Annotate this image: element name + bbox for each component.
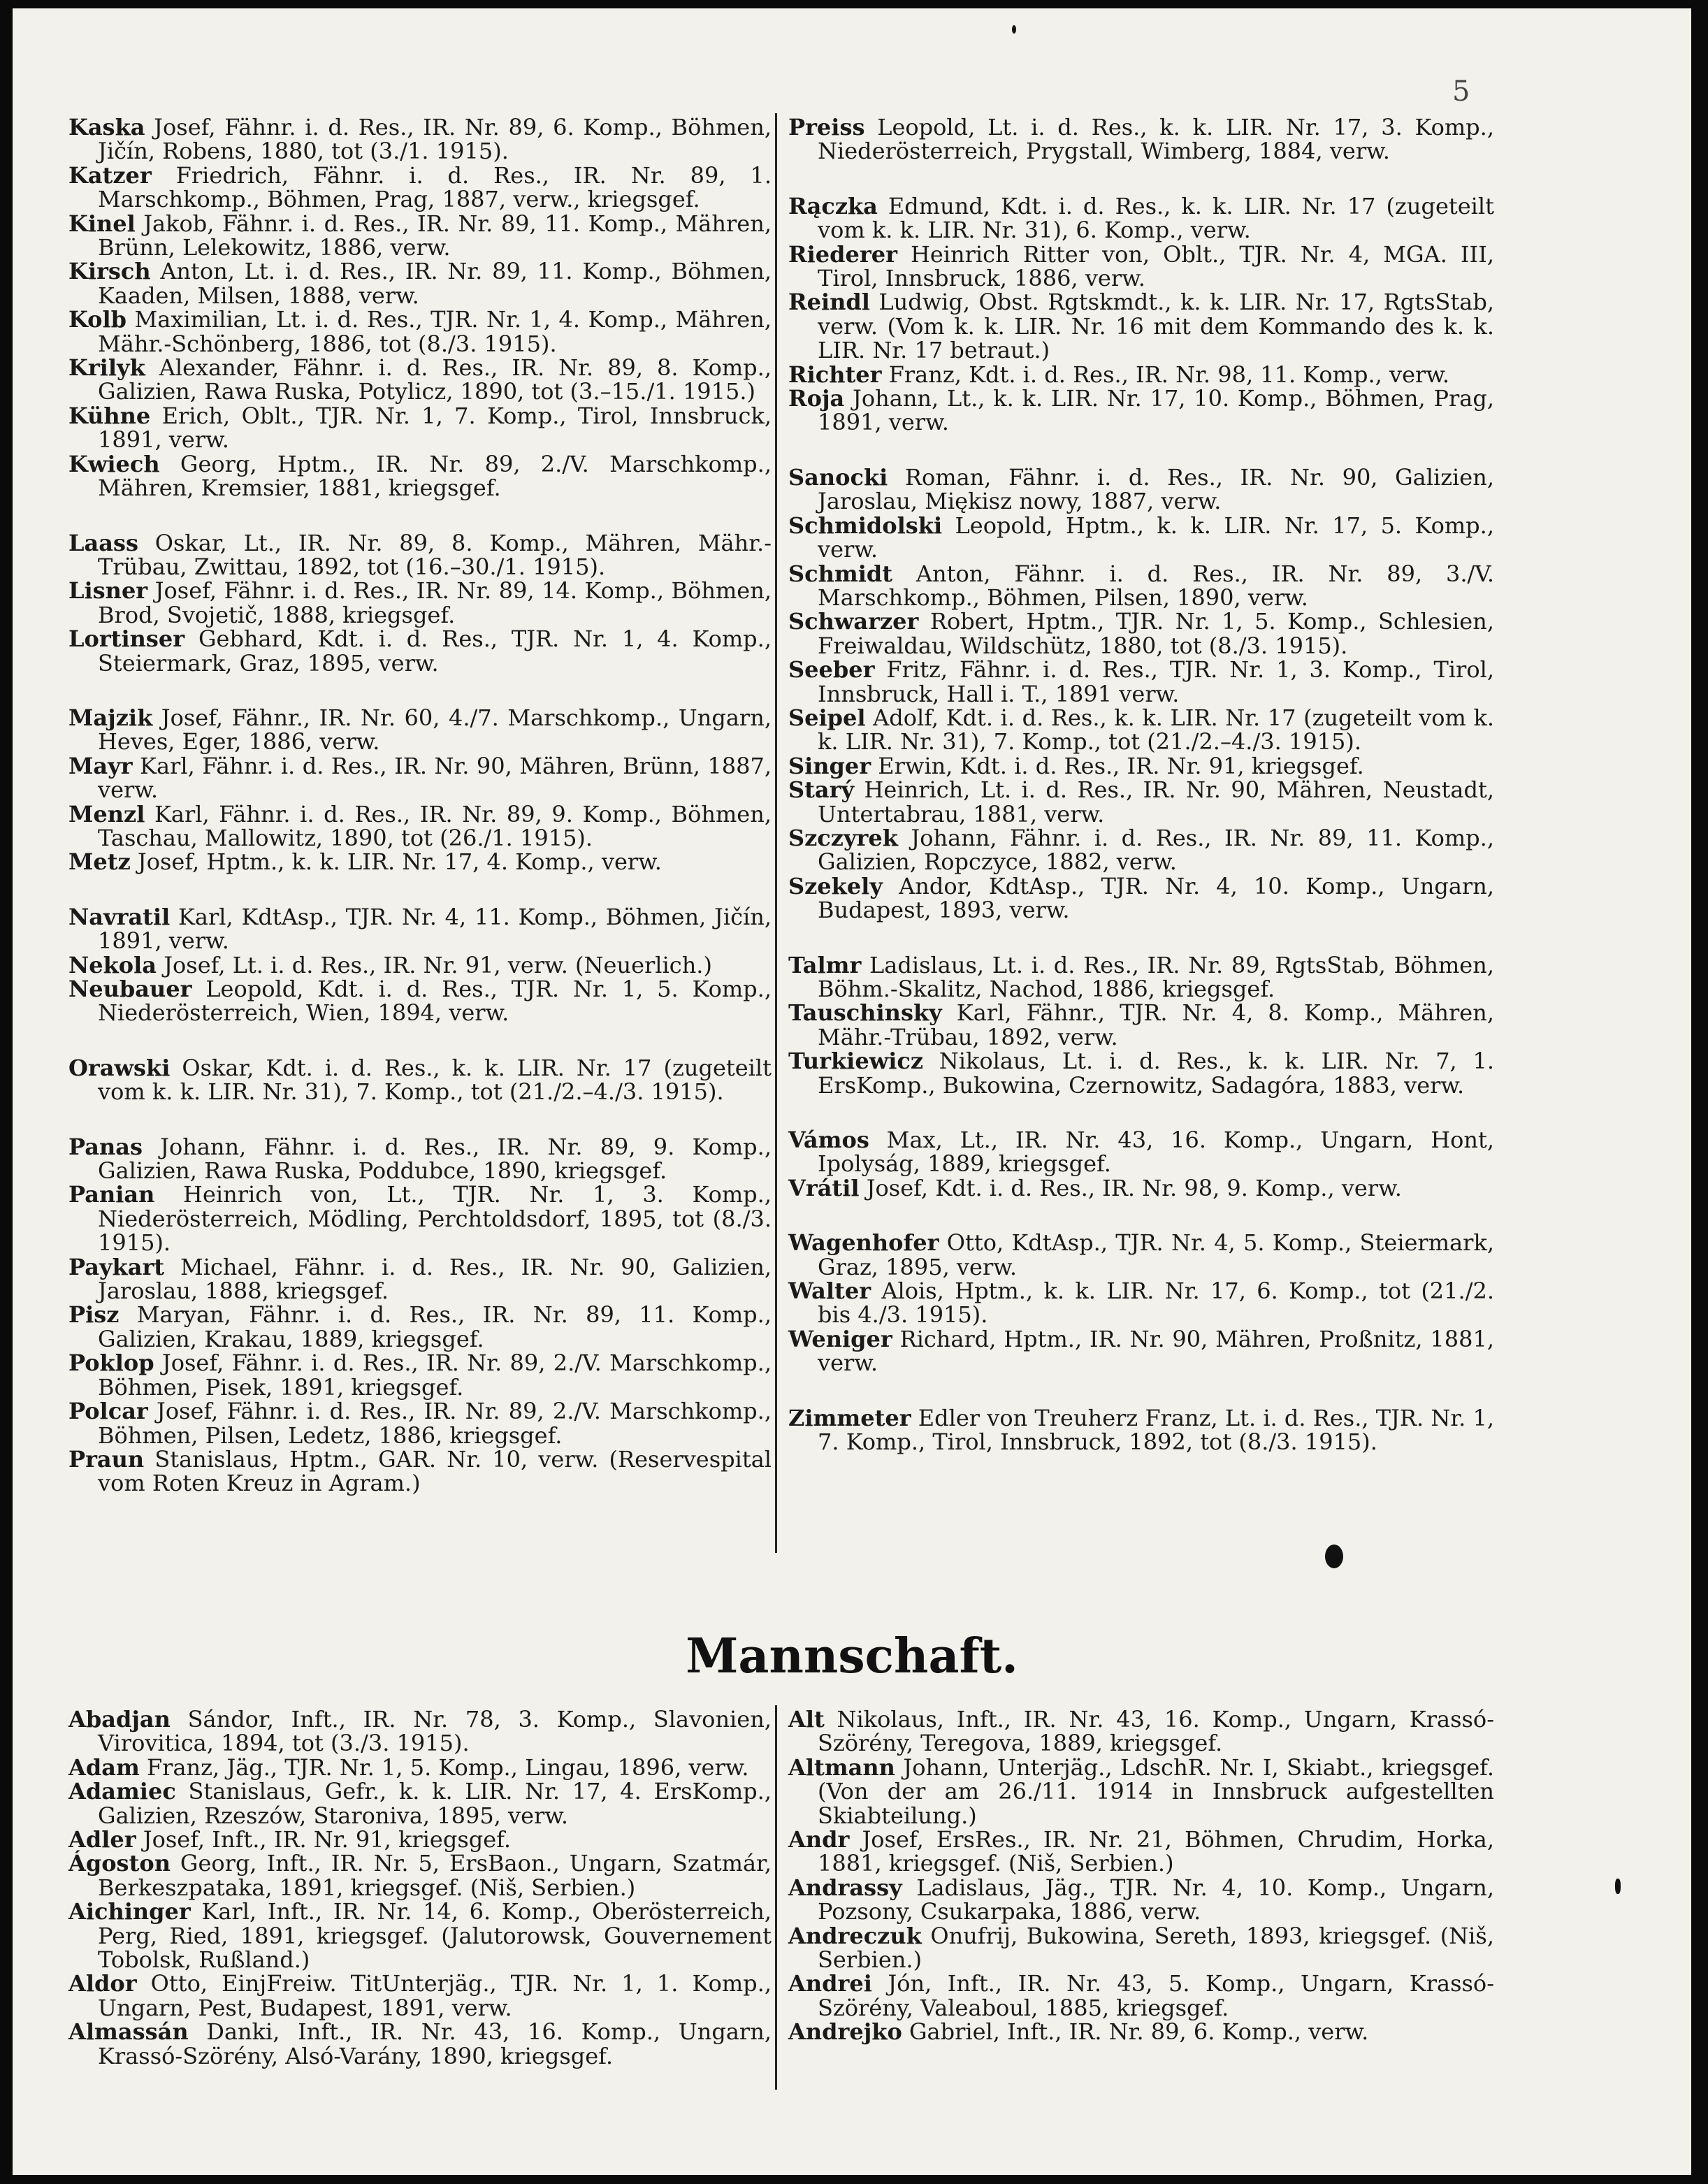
roster-entry: [68, 1779, 772, 1828]
entry-details: Josef, Fähnr. i. d. Res., IR. Nr. 89, 6. Komp., Böhmen, Jičín, Robens, 1880, tot (3./1. 1915).: [98, 114, 772, 165]
entry-details: Josef, Fähnr., IR. Nr. 60, 4./7. Marschkomp., Ungarn, Heves, Eger, 1886, verw.: [98, 704, 772, 755]
entry-details: Maryan, Fähnr. i. d. Res., IR. Nr. 89, 11. Komp., Galizien, Krakau, 1889, kriegsgef.: [98, 1301, 772, 1352]
entry-surname: Alt: [788, 1706, 825, 1733]
entry-details: Gabriel, Inft., IR. Nr. 89, 6. Komp., verw.: [902, 2018, 1369, 2046]
roster-entry: [788, 115, 1494, 164]
entry-surname: Preiss: [788, 114, 865, 140]
entry-group: [788, 465, 1494, 923]
mannschaft-column-left: [68, 1707, 772, 2099]
entry-group: [68, 1135, 772, 1496]
roster-entry: [788, 1128, 1494, 1176]
roster-entry: [68, 905, 772, 953]
entry-details: Josef, Lt. i. d. Res., IR. Nr. 91, verw. (Neuerlich.): [157, 951, 712, 978]
entry-details: Alexander, Fähnr. i. d. Res., IR. Nr. 89, 8. Komp., Galizien, Rawa Ruska, Potylicz, 1890, tot (3.–15./1. 1915.): [98, 354, 772, 405]
entry-details: Franz, Jäg., TJR. Nr. 1, 5. Komp., Lingau, 1896, verw.: [139, 1753, 749, 1781]
entry-details: Josef, Inft., IR. Nr. 91, kriegsgef.: [136, 1826, 512, 1853]
roster-entry: [788, 290, 1494, 362]
roster-entry: [788, 1001, 1494, 1049]
entry-surname: Andrejko: [788, 2018, 902, 2046]
roster-entry: [788, 514, 1494, 562]
entry-surname: Poklop: [68, 1350, 154, 1377]
entry-details: Leopold, Hptm., k. k. LIR. Nr. 17, 5. Komp., verw.: [818, 512, 1494, 563]
entry-details: Nikolaus, Lt. i. d. Res., k. k. LIR. Nr. 7, 1. ErsKomp., Bukowina, Czernowitz, Sadagóra, 1883, verw.: [818, 1048, 1494, 1099]
entry-details: Johann, Lt., k. k. LIR. Nr. 17, 10. Komp., Böhmen, Prag, 1891, verw.: [818, 385, 1494, 436]
roster-entry: [788, 240, 1494, 292]
mannschaft-column-right: [788, 1707, 1494, 2075]
entry-details: Edler von Treuherz Franz, Lt. i. d. Res., TJR. Nr. 1, 7. Komp., Tirol, Innsbruck, 1892, tot (8./3. 1915).: [818, 1404, 1494, 1456]
entry-surname: Altmann: [788, 1753, 895, 1781]
entry-details: Karl, Fähnr., TJR. Nr. 4, 8. Komp., Mähren, Mähr.-Trübau, 1892, verw.: [818, 999, 1494, 1050]
entry-surname: Orawski: [68, 1054, 171, 1081]
entry-surname: Laass: [68, 529, 138, 556]
entry-surname: Zimmeter: [788, 1404, 911, 1431]
roster-entry: [788, 1924, 1494, 1972]
entry-details: Josef, Fähnr. i. d. Res., IR. Nr. 89, 14. Komp., Böhmen, Brod, Svojetič, 1888, kriegsgef.: [98, 577, 772, 628]
roster-entry: [788, 609, 1494, 658]
roster-entry: [68, 706, 772, 754]
roster-entry: [68, 115, 772, 164]
entry-surname: Kwiech: [68, 450, 160, 477]
entry-surname: Szczyrek: [788, 824, 898, 851]
roster-entry: [788, 1876, 1494, 1924]
entry-details: Karl, Fähnr. i. d. Res., IR. Nr. 89, 9. Komp., Böhmen, Taschau, Mallowitz, 1890, tot (26./1. 1915).: [98, 800, 772, 851]
entry-details: Josef, ErsRes., IR. Nr. 21, Böhmen, Chrudim, Horka, 1881, kriegsgef. (Niš, Serbien.): [818, 1826, 1494, 1877]
entry-surname: Kinel: [68, 210, 136, 237]
entry-surname: Sanocki: [788, 463, 888, 491]
entry-details: Danki, Inft., IR. Nr. 43, 16. Komp., Ungarn, Krassó-Szörény, Alsó-Varány, 1890, kriegsgef.: [98, 2018, 772, 2069]
entry-surname: Andr: [788, 1826, 850, 1853]
entry-surname: Aichinger: [68, 1898, 191, 1925]
entry-surname: Schwarzer: [788, 608, 919, 635]
roster-entry: [68, 1303, 772, 1351]
roster-entry: [68, 2020, 772, 2068]
entry-details: Stanislaus, Hptm., GAR. Nr. 10, verw. (Reservespital vom Roten Kreuz in Agram.): [98, 1445, 772, 1497]
entry-details: Onufrij, Bukowina, Sereth, 1893, kriegsgef. (Niš, Serbien.): [818, 1922, 1494, 1974]
roster-entry: [68, 627, 772, 675]
roster-entry: [788, 658, 1494, 706]
entry-surname: Kirsch: [68, 258, 151, 285]
entry-surname: Kolb: [68, 306, 126, 333]
entry-surname: Starý: [788, 776, 855, 804]
officers-column-right: [788, 115, 1494, 1485]
roster-entry: [788, 1828, 1494, 1876]
roster-entry: [68, 1135, 772, 1183]
entry-surname: Nekola: [68, 951, 157, 978]
entry-surname: Andrei: [788, 1970, 872, 1997]
entry-group: [68, 905, 772, 1025]
roster-entry: [68, 1399, 772, 1447]
entry-surname: Kühne: [68, 402, 151, 429]
roster-entry: [788, 1406, 1494, 1454]
entry-details: Georg, Inft., IR. Nr. 5, ErsBaon., Ungarn, Szatmár, Berkeszpataka, 1891, kriegsgef. (Niš, Serbien.): [98, 1850, 772, 1901]
entry-group: [68, 1707, 772, 2068]
entry-surname: Walter: [788, 1278, 871, 1305]
ink-blot: [1615, 1879, 1621, 1894]
entry-surname: Andrassy: [788, 1874, 902, 1901]
page-number: 5: [1452, 75, 1470, 108]
entry-details: Karl, Fähnr. i. d. Res., IR. Nr. 90, Mähren, Brünn, 1887, verw.: [98, 752, 772, 804]
roster-entry: [788, 1707, 1494, 1756]
entry-surname: Aldor: [68, 1970, 137, 1997]
entry-details: Karl, Inft., IR. Nr. 14, 6. Komp., Oberösterreich, Perg, Ried, 1891, kriegsgef. (Jalutorowsk, Gouvernement Tobolsk, Rußland.): [98, 1898, 772, 1974]
entry-surname: Talmr: [788, 951, 862, 978]
roster-entry: [788, 1753, 1494, 1829]
entry-details: Richard, Hptm., IR. Nr. 90, Mähren, Proßnitz, 1881, verw.: [818, 1325, 1494, 1377]
roster-entry: [788, 194, 1494, 243]
roster-entry: [788, 1049, 1494, 1097]
entry-details: Fritz, Fähnr. i. d. Res., TJR. Nr. 1, 3. Komp., Tirol, Innsbruck, Hall i. T., 1891 verw.: [818, 656, 1494, 707]
roster-entry: [68, 1447, 772, 1496]
entry-details: Stanislaus, Gefr., k. k. LIR. Nr. 17, 4. ErsKomp., Galizien, Rzeszów, Staroniva, 1895, verw.: [98, 1778, 772, 1829]
entry-details: Jakob, Fähnr. i. d. Res., IR. Nr. 89, 11. Komp., Mähren, Brünn, Lelekowitz, 1886, verw.: [98, 210, 772, 261]
roster-entry: [68, 212, 772, 260]
entry-details: Otto, KdtAsp., TJR. Nr. 4, 5. Komp., Steiermark, Graz, 1895, verw.: [818, 1229, 1494, 1280]
roster-entry: [68, 953, 772, 977]
entry-group: [788, 115, 1494, 164]
roster-entry: [788, 826, 1494, 874]
entry-details: Gebhard, Kdt. i. d. Res., TJR. Nr. 1, 4. Komp., Steiermark, Graz, 1895, verw.: [98, 625, 772, 677]
entry-details: Jón, Inft., IR. Nr. 43, 5. Komp., Ungarn, Krassó-Szörény, Valeaboul, 1885, kriegsgef.: [818, 1970, 1494, 2021]
entry-details: Ludwig, Obst. Rgtskmdt., k. k. LIR. Nr. 17, RgtsStab, verw. (Vom k. k. LIR. Nr. 16 mit dem Kommando des k. k. LIR. Nr. 17 betraut.): [818, 289, 1494, 364]
entry-details: Andor, KdtAsp., TJR. Nr. 4, 10. Komp., Ungarn, Budapest, 1893, verw.: [818, 872, 1494, 924]
entry-surname: Ágoston: [68, 1850, 171, 1877]
entry-details: Anton, Fähnr. i. d. Res., IR. Nr. 89, 3./V. Marschkomp., Böhmen, Pilsen, 1890, verw.: [818, 560, 1494, 611]
entry-details: Josef, Fähnr. i. d. Res., IR. Nr. 89, 2./V. Marschkomp., Böhmen, Pisek, 1891, kriegsgef.: [98, 1350, 772, 1401]
entry-group: [68, 1056, 772, 1104]
entry-surname: Wagenhofer: [788, 1229, 939, 1257]
entry-surname: Lisner: [68, 577, 148, 605]
entry-surname: Richter: [788, 361, 882, 388]
entry-group: [788, 1406, 1494, 1454]
entry-details: Leopold, Lt. i. d. Res., k. k. LIR. Nr. 17, 3. Komp., Niederösterreich, Prygstall, Wimberg, 1884, verw.: [818, 114, 1494, 165]
entry-surname: Andreczuk: [788, 1922, 922, 1949]
entry-surname: Adam: [68, 1753, 140, 1781]
roster-entry: [68, 308, 772, 356]
entry-surname: Metz: [68, 848, 131, 876]
roster-entry: [68, 1753, 772, 1781]
entry-details: Karl, KdtAsp., TJR. Nr. 4, 11. Komp., Böhmen, Jičín, 1891, verw.: [98, 903, 772, 955]
entry-surname: Szekely: [788, 872, 883, 899]
entry-group: [788, 194, 1494, 435]
entry-surname: Turkiewicz: [788, 1048, 924, 1075]
entry-surname: Lortinser: [68, 625, 185, 653]
entry-details: Edmund, Kdt. i. d. Res., k. k. LIR. Nr. 17 (zugeteilt vom k. k. LIR. Nr. 31), 6. Komp., verw.: [818, 192, 1494, 244]
roster-entry: [68, 356, 772, 404]
document-page: [13, 8, 1691, 2175]
entry-surname: Vrátil: [788, 1174, 860, 1201]
column-divider: [775, 113, 777, 1553]
roster-entry: [68, 531, 772, 579]
ink-blot: [1325, 1545, 1343, 1568]
entry-details: Johann, Fähnr. i. d. Res., IR. Nr. 89, 11. Komp., Galizien, Ropczyce, 1882, verw.: [818, 824, 1494, 876]
roster-entry: [68, 802, 772, 851]
entry-surname: Praun: [68, 1445, 145, 1473]
entry-details: Heinrich, Lt. i. d. Res., IR. Nr. 90, Mähren, Neustadt, Untertabrau, 1881, verw.: [818, 776, 1494, 827]
roster-entry: [68, 1351, 772, 1399]
entry-details: Heinrich Ritter von, Oblt., TJR. Nr. 4, MGA. III, Tirol, Innsbruck, 1886, verw.: [818, 240, 1494, 292]
entry-surname: Mayr: [68, 752, 133, 779]
entry-surname: Almassán: [68, 2018, 189, 2046]
roster-entry: [68, 1707, 772, 1756]
entry-details: Josef, Kdt. i. d. Res., IR. Nr. 98, 9. Komp., verw.: [859, 1174, 1402, 1201]
entry-surname: Neubauer: [68, 976, 192, 1002]
entry-surname: Adler: [68, 1826, 136, 1853]
section-heading-mannschaft: Mannschaft.: [686, 1628, 1018, 1684]
entry-surname: Seeber: [788, 656, 875, 684]
entry-surname: Pisz: [68, 1301, 120, 1329]
entry-details: Otto, EinjFreiw. TitUnterjäg., TJR. Nr. 1, 1. Komp., Ungarn, Pest, Budapest, 1891, verw.: [98, 1970, 772, 2021]
roster-entry: [788, 1231, 1494, 1279]
entry-surname: Seipel: [788, 704, 866, 731]
entry-details: Georg, Hptm., IR. Nr. 89, 2./V. Marschkomp., Mähren, Kremsier, 1881, kriegsgef.: [98, 450, 772, 502]
entry-group: [68, 706, 772, 874]
entry-details: Johann, Fähnr. i. d. Res., IR. Nr. 89, 9. Komp., Galizien, Rawa Ruska, Poddubce, 1890, kriegsgef.: [98, 1133, 772, 1185]
roster-entry: [68, 452, 772, 500]
roster-entry: [68, 161, 772, 213]
entry-details: Roman, Fähnr. i. d. Res., IR. Nr. 90, Galizien, Jaroslau, Miękisz nowy, 1887, verw.: [818, 463, 1494, 515]
officers-column-left: [68, 115, 772, 1526]
entry-details: Leopold, Kdt. i. d. Res., TJR. Nr. 1, 5. Komp., Niederösterreich, Wien, 1894, verw.: [98, 976, 772, 1027]
roster-entry: [788, 562, 1494, 610]
entry-group: [788, 1707, 1494, 2044]
roster-entry: [68, 1972, 772, 2020]
entry-details: Erich, Oblt., TJR. Nr. 1, 7. Komp., Tirol, Innsbruck, 1891, verw.: [98, 402, 772, 454]
entry-surname: Panian: [68, 1181, 155, 1208]
roster-entry: [68, 850, 772, 874]
entry-surname: Roja: [788, 385, 845, 412]
entry-surname: Vámos: [788, 1127, 869, 1154]
roster-entry: [788, 1279, 1494, 1327]
entry-details: Oskar, Kdt. i. d. Res., k. k. LIR. Nr. 17 (zugeteilt vom k. k. LIR. Nr. 31), 7. Komp., tot (21./2.–4./3. 1915).: [98, 1054, 772, 1106]
roster-entry: [788, 386, 1494, 435]
entry-surname: Panas: [68, 1133, 143, 1160]
entry-surname: Menzl: [68, 800, 145, 827]
roster-entry: [68, 579, 772, 627]
entry-details: Josef, Fähnr. i. d. Res., IR. Nr. 89, 2./V. Marschkomp., Böhmen, Pilsen, Ledetz, 1886, kriegsgef.: [98, 1398, 772, 1449]
roster-entry: [788, 1176, 1494, 1200]
roster-entry: [68, 1828, 772, 1851]
entry-details: Heinrich von, Lt., TJR. Nr. 1, 3. Komp., Niederösterreich, Mödling, Perchtoldsdorf, 1895, tot (8./3. 1915).: [98, 1181, 772, 1257]
entry-surname: Krilyk: [68, 354, 145, 382]
roster-entry: [788, 778, 1494, 826]
entry-surname: Schmidolski: [788, 512, 943, 539]
entry-surname: Kaska: [68, 114, 145, 140]
entry-group: [68, 531, 772, 675]
entry-details: Sándor, Inft., IR. Nr. 78, 3. Komp., Slavonien, Virovitica, 1894, tot (3./3. 1915).: [98, 1706, 772, 1757]
ink-blot: [1012, 25, 1016, 34]
roster-entry: [788, 1327, 1494, 1375]
entry-details: Anton, Lt. i. d. Res., IR. Nr. 89, 11. Komp., Böhmen, Kaaden, Milsen, 1888, verw.: [98, 258, 772, 309]
entry-surname: Paykart: [68, 1253, 165, 1280]
roster-entry: [788, 2020, 1494, 2044]
entry-details: Johann, Unterjäg., LdschR. Nr. I, Skiabt., kriegsgef. (Von der am 26./11. 1914 in Innsbruck aufgestellten Skiabteilung.): [818, 1753, 1494, 1829]
entry-surname: Polcar: [68, 1398, 148, 1425]
entry-surname: Riederer: [788, 240, 897, 268]
column-divider: [775, 1705, 777, 2090]
roster-entry: [788, 363, 1494, 386]
entry-surname: Weniger: [788, 1325, 892, 1352]
entry-details: Ladislaus, Jäg., TJR. Nr. 4, 10. Komp., Ungarn, Pozsony, Csukarpaka, 1886, verw.: [818, 1874, 1494, 1925]
entry-details: Ladislaus, Lt. i. d. Res., IR. Nr. 89, RgtsStab, Böhmen, Böhm.-Skalitz, Nachod, 1886, kriegsgef.: [818, 951, 1494, 1002]
entry-details: Josef, Hptm., k. k. LIR. Nr. 17, 4. Komp., verw.: [130, 848, 662, 876]
entry-group: [788, 953, 1494, 1097]
roster-entry: [68, 404, 772, 452]
entry-surname: Rączka: [788, 192, 878, 219]
entry-surname: Abadjan: [68, 1706, 171, 1733]
entry-details: Michael, Fähnr. i. d. Res., IR. Nr. 90, Galizien, Jaroslau, 1888, kriegsgef.: [98, 1253, 772, 1305]
entry-details: Franz, Kdt. i. d. Res., IR. Nr. 98, 11. Komp., verw.: [881, 361, 1450, 388]
entry-surname: Navratil: [68, 903, 171, 930]
entry-details: Alois, Hptm., k. k. LIR. Nr. 17, 6. Komp., tot (21./2. bis 4./3. 1915).: [818, 1278, 1494, 1329]
roster-entry: [68, 1056, 772, 1104]
roster-entry: [68, 259, 772, 308]
roster-entry: [788, 874, 1494, 923]
roster-entry: [788, 754, 1494, 778]
entry-group: [788, 1128, 1494, 1200]
roster-entry: [68, 754, 772, 802]
entry-surname: Adamiec: [68, 1778, 176, 1805]
entry-details: Friedrich, Fähnr. i. d. Res., IR. Nr. 89, 1. Marschkomp., Böhmen, Prag, 1887, verw., kriegsgef.: [98, 161, 772, 213]
entry-details: Robert, Hptm., TJR. Nr. 1, 5. Komp., Schlesien, Freiwaldau, Wildschütz, 1880, tot (8./3. 1915).: [818, 608, 1494, 659]
entry-group: [68, 115, 772, 500]
entry-surname: Reindl: [788, 289, 870, 316]
roster-entry: [68, 1181, 772, 1257]
entry-surname: Tauschinsky: [788, 999, 942, 1027]
entry-details: Erwin, Kdt. i. d. Res., IR. Nr. 91, kriegsgef.: [871, 752, 1364, 779]
roster-entry: [788, 1972, 1494, 2020]
entry-group: [788, 1231, 1494, 1375]
entry-surname: Schmidt: [788, 560, 893, 587]
entry-surname: Katzer: [68, 161, 152, 189]
roster-entry: [788, 706, 1494, 754]
entry-details: Maximilian, Lt. i. d. Res., TJR. Nr. 1, 4. Komp., Mähren, Mähr.-Schönberg, 1886, tot (8./3. 1915).: [98, 306, 772, 357]
roster-entry: [68, 1851, 772, 1900]
entry-details: Max, Lt., IR. Nr. 43, 16. Komp., Ungarn, Hont, Ipolyság, 1889, kriegsgef.: [818, 1127, 1494, 1178]
roster-entry: [68, 1900, 772, 1972]
roster-entry: [788, 953, 1494, 1001]
entry-details: Nikolaus, Inft., IR. Nr. 43, 16. Komp., Ungarn, Krassó-Szörény, Teregova, 1889, kriegsgef.: [818, 1706, 1494, 1757]
entry-details: Adolf, Kdt. i. d. Res., k. k. LIR. Nr. 17 (zugeteilt vom k. k. LIR. Nr. 31), 7. Komp., tot (21./2.–4./3. 1915).: [818, 704, 1494, 755]
entry-surname: Singer: [788, 752, 871, 779]
entry-details: Oskar, Lt., IR. Nr. 89, 8. Komp., Mähren, Mähr.-Trübau, Zwittau, 1892, tot (16.–30./1. 1915).: [98, 529, 772, 580]
entry-surname: Majzik: [68, 704, 153, 731]
roster-entry: [788, 465, 1494, 514]
roster-entry: [68, 977, 772, 1025]
roster-entry: [68, 1255, 772, 1303]
